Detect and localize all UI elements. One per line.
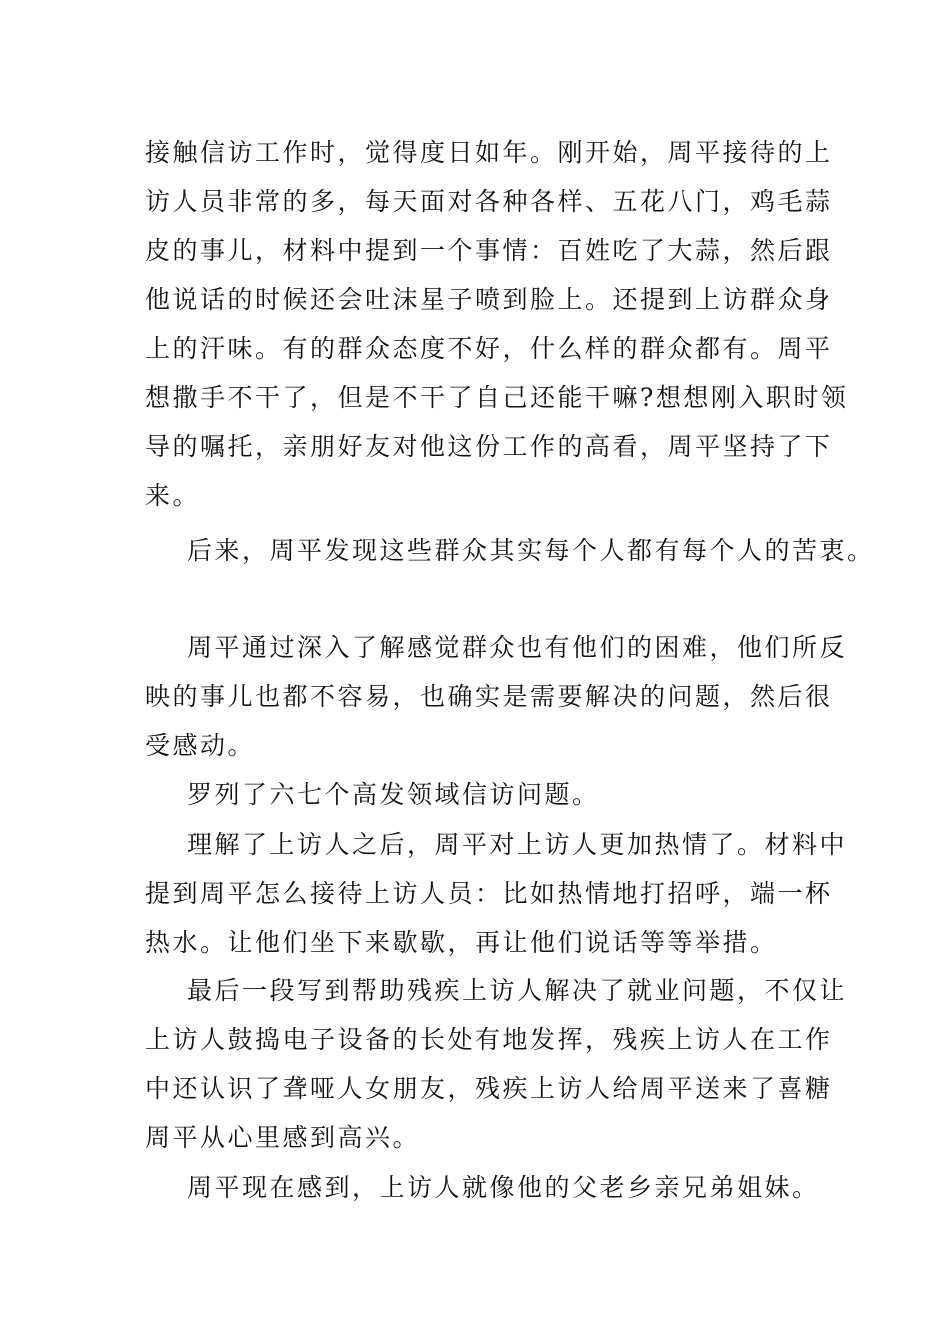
- paragraph-line: 后来，周平发现这些群众其实每个人都有每个人的苦衷。: [187, 536, 875, 565]
- paragraph-line: 上访人鼓捣电子设备的长处有地发挥，残疾上访人在工作: [145, 1025, 833, 1054]
- paragraph-line: 接触信访工作时，觉得度日如年。刚开始，周平接待的上: [145, 138, 833, 167]
- paragraph-line: 受感动。: [145, 731, 256, 760]
- paragraph-5: [145, 820, 848, 967]
- paragraph-line: 提到周平怎么接待上访人员：比如热情地打招呼，端一杯: [145, 879, 833, 908]
- paragraph-line: 访人员非常的多，每天面对各种各样、五花八门，鸡毛蒜: [145, 187, 833, 216]
- paragraph-7: [145, 1163, 820, 1212]
- paragraph-line: 他说话的时候还会吐沫星子喷到脸上。还提到上访群众身: [145, 285, 833, 314]
- paragraph-line: 映的事儿也都不容易，也确实是需要解决的问题，然后很: [145, 682, 833, 711]
- paragraph-2: [145, 526, 875, 575]
- paragraph-6: [145, 966, 848, 1162]
- paragraph-line: 罗列了六七个高发领域信访问题。: [187, 780, 600, 809]
- paragraph-line: 周平现在感到，上访人就像他的父老乡亲兄弟姐妹。: [187, 1173, 820, 1202]
- paragraph-line: 最后一段写到帮助残疾上访人解决了就业问题，不仅让: [187, 976, 848, 1005]
- paragraph-line: 皮的事儿，材料中提到一个事情：百姓吃了大蒜，然后跟: [145, 236, 833, 265]
- paragraph-line: 想撒手不干了，但是不干了自己还能干嘛?想想刚入职时领: [145, 383, 849, 412]
- paragraph-line: 中还认识了聋哑人女朋友，残疾上访人给周平送来了喜糖: [145, 1074, 833, 1103]
- paragraph-line: 上的汗味。有的群众态度不好，什么样的群众都有。周平: [145, 334, 833, 363]
- paragraph-line: 来。: [145, 481, 201, 510]
- paragraph-1: [145, 128, 849, 520]
- paragraph-line: 周平通过深入了解感觉群众也有他们的困难，他们所反: [187, 633, 848, 662]
- paragraph-line: 理解了上访人之后，周平对上访人更加热情了。材料中: [187, 830, 848, 859]
- paragraph-line: 热水。让他们坐下来歇歇，再让他们说话等等举措。: [145, 928, 778, 957]
- paragraph-line: 周平从心里感到高兴。: [145, 1123, 421, 1152]
- paragraph-3: [145, 623, 848, 770]
- paragraph-line: 导的嘱托，亲朋好友对他这份工作的高看，周平坚持了下: [145, 432, 833, 461]
- paragraph-4: [145, 770, 810, 819]
